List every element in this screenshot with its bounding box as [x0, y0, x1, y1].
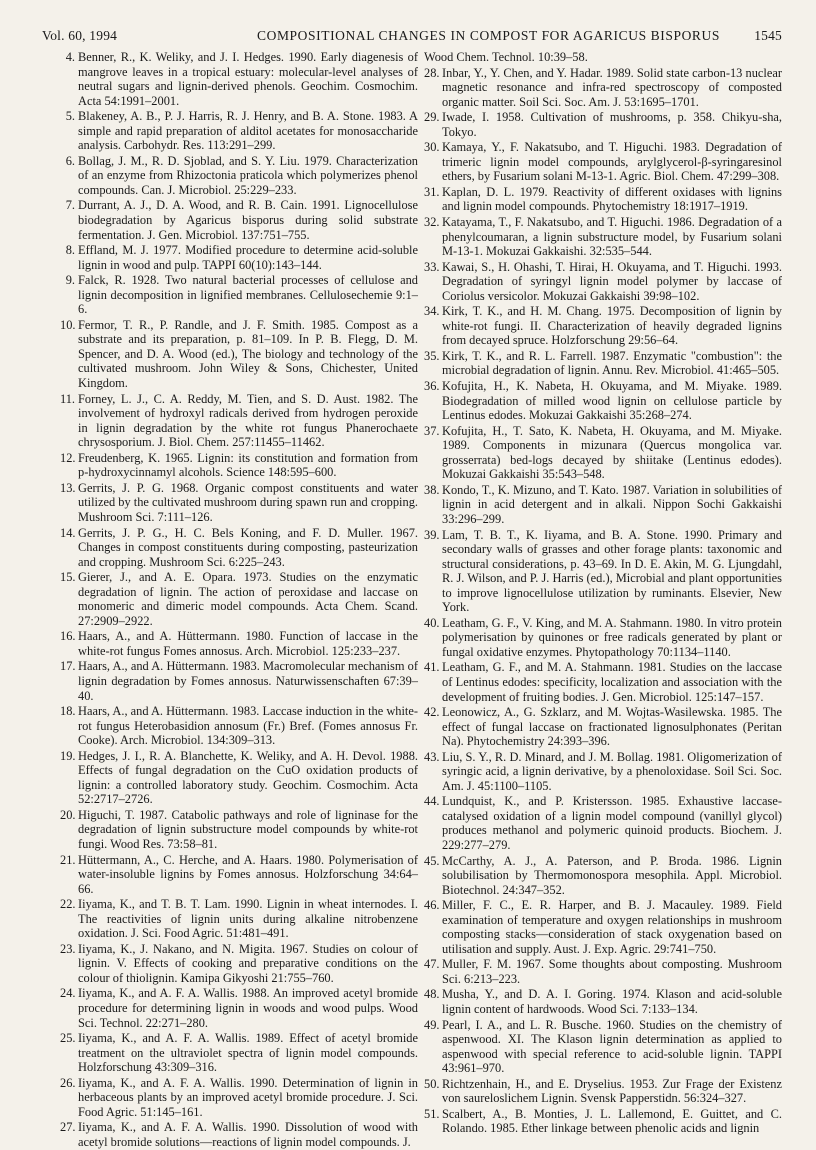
- reference-item: [60, 808, 418, 852]
- reference-item: [60, 1031, 418, 1075]
- reference-text: Iiyama, K., and A. F. A. Wallis. 1989. Effect of acetyl bromide treatment on the ultraviolet spectra of lignin model compounds. Holzforschung 43:309–316.: [78, 1031, 418, 1075]
- running-header: [42, 28, 782, 48]
- reference-text: Iiyama, K., and A. F. A. Wallis. 1990. Determination of lignin in herbaceous plants by an improved acetyl bromide procedure. J. Sci. Food Agric. 51:145–161.: [78, 1075, 418, 1119]
- page-number: 1545: [754, 28, 782, 43]
- reference-item: [424, 349, 782, 378]
- reference-number: 27.: [60, 1120, 76, 1135]
- right-column: [424, 50, 782, 1137]
- reference-text: Richtzenhain, H., and E. Dryselius. 1953. Zur Frage der Existenz von saureloslichem Lignin. Svensk Papperstidn. 56:324–327.: [442, 1076, 782, 1106]
- reference-item: [424, 705, 782, 749]
- reference-number: 50.: [424, 1076, 440, 1091]
- reference-number: 42.: [424, 705, 440, 720]
- reference-item: [60, 1076, 418, 1120]
- reference-text: Haars, A., and A. Hüttermann. 1983. Laccase induction in the white-rot fungus Heterobasidion annosum (Fr.) Bref. (Fomes annosus Fr. Cooke). Arch. Microbiol. 134:309–313.: [78, 704, 418, 748]
- reference-number: 37.: [424, 423, 440, 438]
- reference-number: 21.: [60, 852, 76, 867]
- reference-text: Bollag, J. M., R. D. Sjoblad, and S. Y. Liu. 1979. Characterization of an enzyme from Rhizoctonia praticola which polymerizes phenol compounds. Can. J. Microbiol. 25:229–233.: [78, 153, 418, 197]
- reference-item: [60, 318, 418, 391]
- reference-item: [60, 853, 418, 897]
- reference-text: Higuchi, T. 1987. Catabolic pathways and role of ligninase for the degradation of lignin substructure model compounds by white-rot fungi. Wood Res. 73:58–81.: [78, 807, 418, 851]
- reference-text: Haars, A., and A. Hüttermann. 1983. Macromolecular mechanism of lignin degradation by Fomes annosus. Naturwissenschaften 67:39–40.: [78, 659, 418, 703]
- reference-item: [424, 110, 782, 139]
- reference-number: 17.: [60, 659, 76, 674]
- reference-text: Muller, F. M. 1967. Some thoughts about composting. Mushroom Sci. 6:213–223.: [442, 957, 782, 986]
- reference-item: [424, 854, 782, 898]
- reference-number: 43.: [424, 749, 440, 764]
- reference-text: Freudenberg, K. 1965. Lignin: its constitution and formation from p-hydroxycinnamyl alcohols. Science 148:595–600.: [78, 450, 418, 480]
- reference-item: [424, 794, 782, 852]
- reference-item: [60, 243, 418, 272]
- reference-text: Leatham, G. F., and M. A. Stahmann. 1981. Studies on the laccase of Lentinus edodes: specificity, localization and association with the development of fruiting bodies. J. Gen. Microbiol. 125:147–157.: [442, 660, 782, 704]
- reference-number: 7.: [65, 198, 75, 213]
- reference-item: [424, 1018, 782, 1076]
- reference-item: [60, 526, 418, 570]
- reference-text: Blakeney, A. B., P. J. Harris, R. J. Henry, and B. A. Stone. 1983. A simple and rapid preparation of alditol acetates for monosaccharide analysis. Carbohydr. Res. 113:291–299.: [78, 109, 418, 153]
- reference-item: [424, 750, 782, 794]
- reference-text: Durrant, A. J., D. A. Wood, and R. B. Cain. 1991. Lignocellulose biodegradation by Agaricus bisporus during solid substrate fermentation. J. Gen. Microbiol. 137:751–755.: [78, 198, 418, 242]
- reference-text: McCarthy, A. J., A. Paterson, and P. Broda. 1986. Lignin solubilisation by Thermomonospora mesophila. Appl. Microbiol. Biotechnol. 24:347–352.: [442, 853, 782, 897]
- reference-text: Leonowicz, A., G. Szklarz, and M. Wojtas-Wasilewska. 1985. The effect of fungal laccase on fractionated lignosulphonates (Peritan Na). Phytochemistry 24:393–396.: [442, 705, 782, 749]
- reference-number: 5.: [65, 109, 75, 124]
- reference-item: [424, 260, 782, 304]
- reference-item: [424, 528, 782, 615]
- reference-number: 48.: [424, 987, 440, 1002]
- reference-number: 31.: [424, 184, 440, 199]
- reference-number: 36.: [424, 379, 440, 394]
- reference-item: [424, 304, 782, 348]
- reference-number: 29.: [424, 110, 440, 125]
- reference-number: 6.: [65, 153, 75, 168]
- reference-text: Falck, R. 1928. Two natural bacterial processes of cellulose and lignin decomposition in lignified membranes. Cellulosechemie 9:1–6.: [78, 273, 418, 317]
- reference-item: [60, 154, 418, 198]
- reference-number: 13.: [60, 480, 76, 495]
- reference-item: [424, 616, 782, 660]
- reference-item: [424, 379, 782, 423]
- reference-text: Pearl, I. A., and L. R. Busche. 1960. Studies on the chemistry of aspenwood. XI. The Klason lignin determination as applied to aspenwood with special reference to acid-soluble lignin. TAPPI 43:961–970.: [442, 1017, 782, 1076]
- reference-number: 51.: [424, 1106, 440, 1121]
- reference-number: 19.: [60, 748, 76, 763]
- reference-item: [60, 704, 418, 748]
- reference-text: Hüttermann, A., C. Herche, and A. Haars. 1980. Polymerisation of water-insoluble lignins by Fomes annosus. Holzforschung 34:64–66.: [78, 852, 418, 896]
- reference-text: Kawai, S., H. Ohashi, T. Hirai, H. Okuyama, and T. Higuchi. 1993. Degradation of syringyl lignin model polymer by laccase of Coriolus versicolor. Mokuzai Gakkaishi 39:98–102.: [442, 259, 782, 303]
- reference-text: Iiyama, K., and T. B. T. Lam. 1990. Lignin in wheat internodes. I. The reactivities of lignin units during alkaline nitrobenzene oxidation. J. Sci. Food Agric. 51:481–491.: [78, 897, 418, 941]
- reference-item: [60, 109, 418, 153]
- reference-number: 10.: [60, 317, 76, 332]
- volume-label: Vol. 60, 1994: [42, 28, 118, 43]
- reference-item: [424, 987, 782, 1016]
- reference-item: [60, 942, 418, 986]
- reference-text: Gerrits, J. P. G. 1968. Organic compost constituents and water utilized by the cultivated mushroom during spawn run and cropping. Mushroom Sci. 7:111–126.: [78, 480, 418, 524]
- reference-item: [60, 198, 418, 242]
- reference-text: Kofujita, H., K. Nabeta, H. Okuyama, and M. Miyake. 1989. Biodegradation of milled wood lignin on cellulose particle by Lentinus edodes. Mokuzai Gakkaishi 35:268–274.: [442, 379, 782, 423]
- reference-number: 40.: [424, 615, 440, 630]
- reference-item: [424, 660, 782, 704]
- left-column: [60, 50, 418, 1150]
- reference-item: [60, 897, 418, 941]
- reference-text: Gierer, J., and A. E. Opara. 1973. Studies on the enzymatic degradation of lignin. The action of peroxidase and laccase on monomeric and dimeric model compounds. Acta Chem. Scand. 27:2909–2922.: [78, 570, 418, 628]
- reference-number: 26.: [60, 1075, 76, 1090]
- reference-number: 14.: [60, 525, 76, 540]
- reference-number: 35.: [424, 348, 440, 363]
- reference-number: 41.: [424, 660, 440, 675]
- reference-text: Kaplan, D. L. 1979. Reactivity of different oxidases with lignins and lignin model compounds. Phytochemistry 18:1917–1919.: [442, 184, 782, 214]
- reference-text: Haars, A., and A. Hüttermann. 1980. Function of laccase in the white-rot fungus Fomes annosus. Arch. Microbiol. 125:233–237.: [78, 629, 418, 658]
- reference-text: Kondo, T., K. Mizuno, and T. Kato. 1987. Variation in solubilities of lignin in acid detergent and in alkali. Nippon Sochi Gakkaishi 33:296–299.: [442, 482, 782, 526]
- reference-number: 25.: [60, 1031, 76, 1046]
- reference-text: Forney, L. J., C. A. Reddy, M. Tien, and S. D. Aust. 1982. The involvement of hydroxyl radicals derived from hydrogen peroxide in lignin degradation by the white rot fungus Phanerochaete chrysosporium. J. Biol. Chem. 257:11455–11462.: [78, 391, 418, 450]
- reference-number: 12.: [60, 450, 76, 465]
- reference-item: [60, 986, 418, 1030]
- reference-item: [60, 749, 418, 807]
- reference-item: [60, 1120, 418, 1149]
- reference-item: [424, 140, 782, 184]
- running-title: COMPOSITIONAL CHANGES IN COMPOST FOR AGARICUS BISPORUS: [257, 28, 720, 43]
- reference-text: Effland, M. J. 1977. Modified procedure to determine acid-soluble lignin in wood and pulp. TAPPI 60(10):143–144.: [78, 243, 418, 272]
- reference-text: Lundquist, K., and P. Kristersson. 1985. Exhaustive laccase-catalysed oxidation of a lignin model compound (vanillyl glycol) produces methanol and polymeric quinoid products. Biochem. J. 229:277–279.: [442, 794, 782, 852]
- reference-text: Gerrits, J. P. G., H. C. Bels Koning, and F. D. Muller. 1967. Changes in compost constituents during composting, pasteurization and cropping. Mushroom Sci. 6:225–243.: [78, 525, 418, 569]
- reference-number: 32.: [424, 215, 440, 230]
- reference-number: 30.: [424, 140, 440, 155]
- reference-item: [60, 570, 418, 628]
- reference-number: 20.: [60, 807, 76, 822]
- reference-item: [424, 215, 782, 259]
- reference-number: 11.: [60, 391, 76, 406]
- reference-number: 46.: [424, 898, 440, 913]
- reference-number: 34.: [424, 304, 440, 319]
- reference-item: [60, 629, 418, 658]
- reference-text: Leatham, G. F., V. King, and M. A. Stahmann. 1980. In vitro protein polymerisation by quinones or free radicals generated by plant or fungal oxidative enzymes. Phytopathology 70:1134–1140.: [442, 615, 782, 659]
- reference-text: Benner, R., K. Weliky, and J. I. Hedges. 1990. Early diagenesis of mangrove leaves in a tropical estuary: molecular-level analyses of neutral sugars and lignin-derived phenols. Geochim. Cosmochim. Acta 54:1991–2001.: [78, 50, 418, 108]
- reference-text: Inbar, Y., Y. Chen, and Y. Hadar. 1989. Solid state carbon-13 nuclear magnetic resonance and infra-red spectroscopy of composted organic matter. Soil Sci. Soc. Am. J. 53:1695–1701.: [442, 65, 782, 109]
- reference-number: 47.: [424, 957, 440, 972]
- reference-text: Iiyama, K., J. Nakano, and N. Migita. 1967. Studies on colour of lignin. V. Effects of cooking and preparative conditions on the colour of thiolignin. Kamipa Gikyoshi 21:755–760.: [78, 941, 418, 985]
- reference-item: [424, 66, 782, 110]
- reference-number: 45.: [424, 853, 440, 868]
- reference-number: 4.: [65, 50, 75, 64]
- reference-number: 49.: [424, 1017, 440, 1032]
- reference-number: 18.: [60, 704, 76, 719]
- reference-item: [424, 957, 782, 986]
- reference-item: [424, 424, 782, 482]
- reference-text: Miller, F. C., E. R. Harper, and B. J. Macauley. 1989. Field examination of temperature and oxygen relationships in mushroom composting stacks—consideration of stack oxygenation based on utilisation and supply. Aust. J. Exp. Agric. 29:741–750.: [442, 898, 782, 956]
- reference-item: [424, 185, 782, 214]
- reference-text: Iiyama, K., and A. F. A. Wallis. 1988. An improved acetyl bromide procedure for determining lignin in woods and wood pulps. Wood Sci. Technol. 22:271–280.: [78, 986, 418, 1030]
- reference-number: 38.: [424, 482, 440, 497]
- reference-text: Liu, S. Y., R. D. Minard, and J. M. Bollag. 1981. Oligomerization of syringic acid, a lignin derivative, by a phenoloxidase. Soil Sci. Soc. Am. J. 45:1100–1105.: [442, 749, 782, 793]
- reference-number: 44.: [424, 794, 440, 809]
- reference-text: Lam, T. B. T., K. Iiyama, and B. A. Stone. 1990. Primary and secondary walls of grasses and other forage plants: taxonomic and structural considerations, p. 43–69. In D. E. Akin, M. G. Ljungdahl, R. J. Wilson, and P. J. Harris (ed.), Microbial and plant opportunities to improve lignocellulose utilization by ruminants. Elsevier, New York.: [442, 527, 782, 615]
- reference-item: [60, 451, 418, 480]
- reference-item: [424, 483, 782, 527]
- reference-number: 22.: [60, 897, 76, 912]
- reference-number: 9.: [65, 273, 75, 288]
- reference-text: Kirk, T. K., and R. L. Farrell. 1987. Enzymatic "combustion": the microbial degradation of lignin. Annu. Rev. Microbiol. 41:465–505.: [442, 348, 782, 378]
- reference-text: Musha, Y., and D. A. I. Goring. 1974. Klason and acid-soluble lignin content of hardwoods. Wood Sci. 7:133–134.: [442, 987, 782, 1016]
- reference-item: [60, 659, 418, 703]
- reference-item: [60, 392, 418, 450]
- reference-item: [60, 50, 418, 108]
- reference-item: [60, 481, 418, 525]
- reference-text: Fermor, T. R., P. Randle, and J. F. Smith. 1985. Compost as a substrate and its preparation, p. 81–109. In P. B. Flegg, D. M. Spencer, and D. A. Wood (ed.), The biology and technology of the cultivated mushroom. John Wiley & Sons, Chichester, United Kingdom.: [78, 317, 418, 391]
- reference-number: 33.: [424, 259, 440, 274]
- reference-item: [60, 273, 418, 317]
- reference-text: Katayama, T., F. Nakatsubo, and T. Higuchi. 1986. Degradation of a phenylcoumaran, a lignin substructure model, by Fusarium solani M-13-1. Mokuzai Gakkaishi. 32:535–544.: [442, 215, 782, 259]
- reference-item: [424, 898, 782, 956]
- reference-text: Iiyama, K., and A. F. A. Wallis. 1990. Dissolution of wood with acetyl bromide solutions—reactions of lignin model compounds. J.: [78, 1120, 418, 1149]
- continued-reference-text: Wood Chem. Technol. 10:39–58.: [424, 50, 588, 64]
- reference-text: Kirk, T. K., and H. M. Chang. 1975. Decomposition of lignin by white-rot fungi. II. Characterization of heavily degraded lignins from decayed spruce. Holzforschung 29:56–64.: [442, 304, 782, 348]
- reference-text: Iwade, I. 1958. Cultivation of mushrooms, p. 358. Chikyu-sha, Tokyo.: [442, 110, 782, 139]
- reference-number: 16.: [60, 629, 76, 644]
- reference-number: 23.: [60, 941, 76, 956]
- reference-text: Kofujita, H., T. Sato, K. Nabeta, H. Okuyama, and M. Miyake. 1989. Components in mizunara (Quercus mongolica var. grosserrata) bed-logs decayed by shiitake (Lentinus edodes). Mokuzai Gakkaishi 35:543–548.: [442, 423, 782, 482]
- reference-number: 24.: [60, 986, 76, 1001]
- reference-number: 15.: [60, 570, 76, 585]
- reference-number: 28.: [424, 65, 440, 80]
- reference-text: Kamaya, Y., F. Nakatsubo, and T. Higuchi. 1983. Degradation of trimeric lignin model compounds, arylglycerol-β-syringaresinol ethers, by Fusarium solani M-13-1. Agric. Biol. Chem. 47:299–308.: [442, 140, 782, 184]
- reference-text: Hedges, J. I., R. A. Blanchette, K. Weliky, and A. H. Devol. 1988. Effects of fungal degradation on the CuO oxidation products of lignin: a controlled laboratory study. Geochim. Cosmochim. Acta 52:2717–2726.: [78, 748, 418, 807]
- reference-number: 39.: [424, 527, 440, 542]
- reference-text: Scalbert, A., B. Monties, J. L. Lallemond, E. Guittet, and C. Rolando. 1985. Ether linkage between phenolic acids and lignin: [442, 1106, 782, 1136]
- reference-item: [424, 1107, 782, 1136]
- reference-number: 8.: [65, 243, 75, 258]
- reference-item: [424, 1077, 782, 1106]
